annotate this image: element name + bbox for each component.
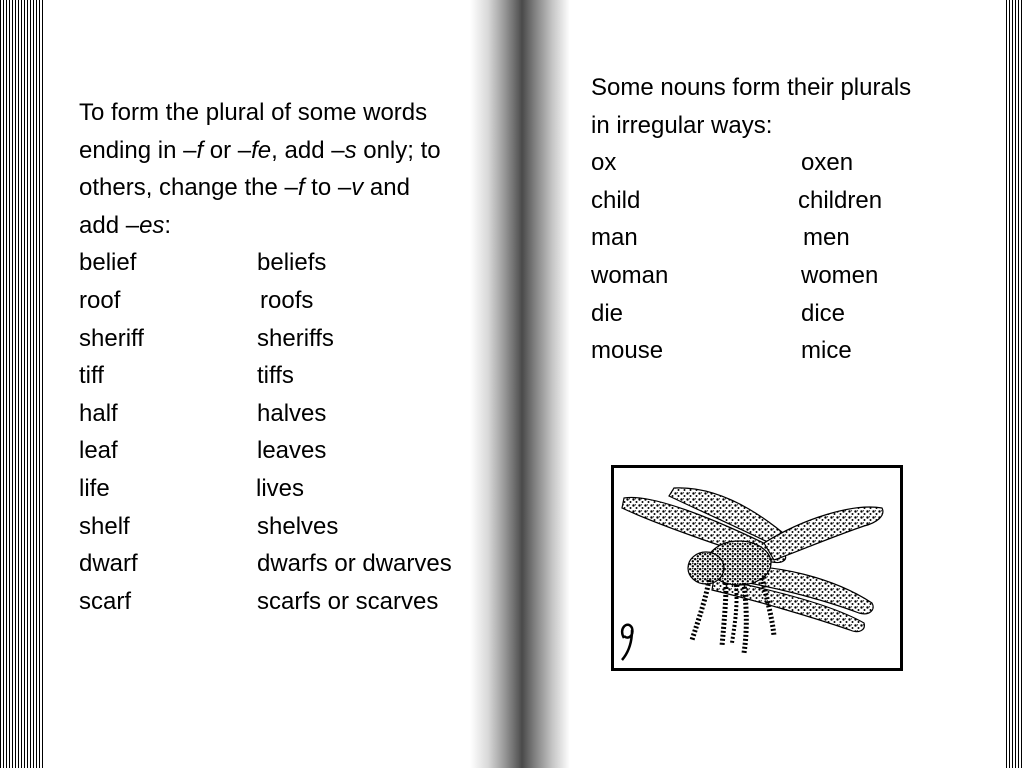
singular-word: die	[591, 299, 624, 327]
plural-word: sheriffs	[257, 324, 334, 352]
word-pair-row	[591, 144, 1001, 182]
text-run: or –	[203, 136, 252, 164]
word-pair-row	[79, 470, 519, 508]
singular-word: sheriff	[79, 324, 144, 352]
word-pair-row	[591, 182, 1001, 220]
word-pair-row	[591, 219, 1001, 257]
word-pair-row	[591, 295, 1001, 333]
plural-word: men	[803, 224, 850, 252]
word-pair-row	[79, 432, 519, 470]
word-pair-row	[79, 357, 519, 395]
text-run: , add –	[271, 136, 345, 164]
plural-word: shelves	[257, 512, 339, 540]
text-run: and	[363, 174, 410, 202]
signature-mark	[622, 625, 632, 660]
book-page-edges-right	[1006, 0, 1024, 768]
singular-word: man	[591, 224, 638, 252]
plural-word: beliefs	[257, 249, 327, 277]
text-run: only; to	[356, 136, 441, 164]
singular-word: belief	[79, 249, 137, 277]
singular-word: child	[591, 186, 641, 214]
plural-word: scarfs or scarves	[257, 587, 439, 615]
italic-suffix: f	[297, 174, 305, 202]
plural-word: halves	[257, 399, 327, 427]
plural-word: oxen	[801, 149, 854, 177]
right-page-text	[591, 69, 1001, 370]
singular-word: leaf	[79, 437, 118, 465]
singular-word: ox	[591, 149, 617, 177]
singular-word: scarf	[79, 587, 132, 615]
singular-word: dwarf	[79, 550, 138, 578]
plural-word: dice	[801, 299, 846, 327]
plural-word: leaves	[257, 437, 327, 465]
word-pair-row	[79, 282, 519, 320]
italic-suffix: es	[139, 211, 165, 239]
singular-word: mouse	[591, 337, 664, 365]
book-page-edges-left	[0, 0, 44, 768]
word-pair-row	[79, 508, 519, 546]
text-run: to –	[304, 174, 352, 202]
intro-line: Some nouns form their plurals	[591, 74, 912, 101]
plural-word: dwarfs or dwarves	[257, 550, 452, 578]
singular-word: woman	[591, 261, 669, 289]
word-pair-row	[79, 545, 519, 583]
italic-suffix: fe	[251, 136, 272, 164]
dragonfly-icon	[614, 468, 900, 668]
left-page-text	[79, 94, 519, 620]
word-pair-row	[79, 320, 519, 358]
italic-suffix: f	[196, 136, 204, 164]
singular-word: roof	[79, 286, 121, 314]
plural-word: mice	[801, 337, 852, 365]
italic-suffix: v	[351, 174, 364, 202]
intro-line	[79, 207, 519, 245]
word-pair-row	[591, 257, 1001, 295]
text-run: ending in –	[79, 136, 197, 164]
plural-word: women	[801, 261, 879, 289]
word-pair-row	[79, 395, 519, 433]
italic-suffix: s	[344, 136, 357, 164]
dragonfly-illustration-frame	[611, 465, 903, 671]
intro-line	[79, 169, 519, 207]
intro-line	[79, 132, 519, 170]
plural-word: lives	[256, 474, 305, 502]
singular-word: half	[79, 399, 118, 427]
text-run: :	[164, 211, 172, 239]
word-pair-row	[79, 583, 519, 621]
plural-word: children	[798, 186, 883, 214]
singular-word: shelf	[79, 512, 130, 540]
intro-line: To form the plural of some words	[79, 99, 428, 126]
text-run: others, change the –	[79, 174, 298, 202]
intro-line: in irregular ways:	[591, 111, 773, 139]
text-run: add –	[79, 211, 140, 239]
word-pair-row	[79, 244, 519, 282]
singular-word: life	[79, 474, 110, 502]
plural-word: roofs	[260, 286, 314, 314]
plural-word: tiffs	[257, 362, 294, 390]
word-pair-row	[591, 332, 1001, 370]
singular-word: tiff	[79, 362, 104, 390]
